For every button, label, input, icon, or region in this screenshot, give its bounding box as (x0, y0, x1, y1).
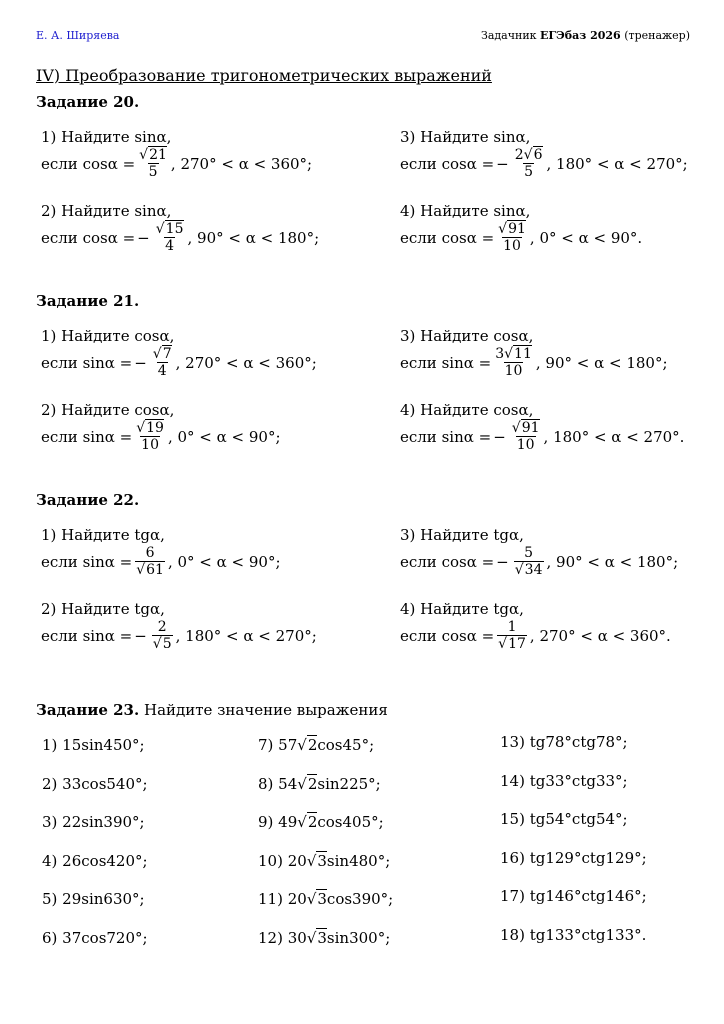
denominator-root (498, 635, 526, 652)
coefficient: 3 (495, 346, 505, 362)
coefficient: 54 (278, 774, 298, 793)
denominator (497, 635, 527, 651)
item-number: 2) (42, 774, 63, 793)
numerator (514, 148, 544, 163)
expression-item (42, 852, 148, 870)
condition-lead: если cosα = (400, 552, 495, 571)
radicand: 2 (307, 813, 318, 831)
fraction (514, 148, 544, 179)
item-number: 8) (258, 774, 279, 793)
numerator (523, 546, 534, 561)
expression-item (500, 733, 628, 751)
item-number: 13) (500, 733, 530, 751)
minus-sign: − (496, 154, 509, 173)
expression-item (42, 775, 148, 793)
numerator-root (524, 146, 543, 163)
numerator-value: 5 (524, 545, 534, 561)
numerator (494, 347, 533, 362)
item-number: 7) (258, 736, 279, 754)
root (297, 774, 317, 793)
fraction (155, 222, 185, 253)
condition-lead: если cosα = (400, 154, 495, 173)
denominator-value: 5 (524, 164, 534, 180)
radicand: 6 (533, 147, 543, 163)
numerator (155, 222, 185, 237)
denominator (135, 561, 165, 577)
angle-range: , 270° < α < 360°; (170, 154, 313, 173)
expression-item (500, 887, 647, 905)
item-number: 10) (258, 851, 288, 870)
radical-sign: √ (523, 147, 533, 163)
radicand: 91 (521, 420, 540, 436)
condition-lead: если sinα = (41, 552, 133, 571)
fraction (135, 546, 165, 577)
task-title: Задание 21. (36, 292, 140, 310)
numerator-value: 1 (507, 619, 517, 635)
radical-sign: √ (297, 736, 307, 754)
fraction (497, 222, 527, 253)
expression-item (500, 772, 628, 790)
expression-item (42, 813, 145, 831)
problem-condition (400, 620, 671, 651)
problem-condition (400, 421, 684, 452)
fraction (135, 421, 165, 452)
numerator-root (504, 345, 532, 362)
numerator (152, 347, 173, 362)
denominator (164, 237, 175, 253)
problem-question: 4) Найдите cosα, (400, 401, 534, 419)
expression-tail: cos390°; (326, 890, 394, 908)
problem-question: 1) Найдите cosα, (41, 327, 175, 345)
numerator (511, 421, 541, 436)
numerator-root (498, 220, 526, 237)
radicand: 7 (162, 346, 172, 362)
expression-item (500, 926, 646, 944)
condition-lead: если sinα = (400, 427, 492, 446)
problem-question: 3) Найдите tgα, (400, 526, 524, 544)
problem-condition (41, 546, 281, 577)
expression-item (258, 852, 390, 870)
item-number: 3) (42, 813, 63, 831)
expression: 15sin450°; (62, 736, 145, 754)
numerator-root (512, 419, 540, 436)
denominator-value: 10 (504, 363, 523, 379)
problem-question: 3) Найдите cosα, (400, 327, 534, 345)
denominator-root (153, 635, 172, 652)
expression: tg129°ctg129°; (529, 848, 647, 867)
condition-lead: если cosα = (400, 228, 495, 247)
radical-sign: √ (511, 420, 521, 436)
book-suffix: (тренажер) (620, 29, 690, 42)
root (307, 928, 327, 947)
expression-item (500, 849, 647, 867)
task-title: Задание 22. (36, 491, 140, 509)
expression-item (500, 810, 628, 828)
numerator (507, 620, 518, 635)
expression: 22sin390°; (62, 813, 145, 831)
condition-lead: если sinα = (400, 353, 492, 372)
radical-sign: √ (297, 774, 307, 793)
radical-sign: √ (136, 420, 146, 436)
expression-item (42, 890, 145, 908)
problem-condition (400, 148, 688, 179)
task-23-title: Задание 23. (36, 701, 140, 719)
expression: 33cos540°; (62, 774, 148, 793)
radicand: 3 (317, 890, 327, 908)
problem-question: 2) Найдите sinα, (41, 202, 172, 220)
item-number: 11) (258, 890, 288, 908)
expression-tail: cos45°; (317, 736, 375, 754)
minus-sign: − (134, 626, 147, 645)
problem-condition (41, 421, 281, 452)
task-title: Задание 20. (36, 93, 140, 111)
radical-sign: √ (136, 562, 146, 578)
expression-tail: sin480°; (326, 851, 391, 870)
problem-condition (400, 546, 678, 577)
item-number: 14) (500, 771, 530, 790)
radical-sign: √ (306, 890, 317, 908)
denominator (504, 362, 524, 378)
expression-tail: sin225°; (317, 774, 381, 793)
problem-condition (41, 222, 319, 253)
header-author: Е. А. Ширяева (36, 29, 120, 42)
numerator-root (136, 419, 164, 436)
denominator-value: 10 (503, 238, 521, 254)
item-number: 18) (500, 925, 530, 944)
denominator (514, 561, 544, 577)
expression-tail: sin300°; (326, 928, 391, 947)
task-23-heading (36, 701, 388, 719)
angle-range: , 270° < α < 360°. (529, 626, 671, 645)
numerator-root (153, 345, 172, 362)
problem-question: 2) Найдите cosα, (41, 401, 175, 419)
radical-sign: √ (155, 221, 165, 237)
section-title: IV) Преобразование тригонометрических выражений (36, 66, 492, 85)
item-number: 15) (500, 810, 530, 828)
denominator-value: 4 (157, 363, 167, 379)
item-number: 17) (500, 887, 530, 905)
book-exam-name: ЕГЭбаз 2026 (540, 29, 621, 42)
book-prefix: Задачник (480, 29, 541, 42)
expression-item (258, 775, 381, 793)
radical-sign: √ (297, 813, 307, 831)
angle-range: , 0° < α < 90°. (529, 228, 643, 247)
denominator (157, 362, 168, 378)
denominator-root (515, 561, 543, 578)
expression-item (258, 736, 374, 754)
expression: 26cos420°; (62, 851, 148, 870)
expression: 29sin630°; (62, 890, 145, 908)
radicand: 17 (508, 636, 526, 652)
root (297, 735, 317, 754)
numerator (138, 148, 168, 163)
radicand: 3 (317, 851, 327, 870)
expression: tg54°ctg54°; (529, 810, 628, 828)
item-number: 9) (258, 813, 279, 831)
expression-item (258, 890, 393, 908)
radical-sign: √ (139, 147, 149, 163)
numerator (135, 421, 165, 436)
expression: tg133°ctg133°. (529, 925, 647, 944)
numerator (497, 222, 527, 237)
minus-sign: − (496, 552, 509, 571)
radicand: 34 (524, 562, 543, 578)
angle-range: , 0° < α < 90°; (167, 427, 281, 446)
problem-condition (41, 620, 317, 651)
angle-range: , 90° < α < 180°; (187, 228, 320, 247)
item-number: 4) (42, 851, 63, 870)
denominator (523, 163, 534, 179)
fraction (511, 421, 541, 452)
radical-sign: √ (306, 851, 317, 870)
fraction (494, 347, 533, 378)
radical-sign: √ (152, 636, 162, 652)
coefficient: 20 (287, 851, 307, 870)
problem-question: 2) Найдите tgα, (41, 600, 165, 618)
problem-question: 4) Найдите tgα, (400, 600, 524, 618)
fraction (152, 620, 173, 651)
angle-range: , 180° < α < 270°; (546, 154, 688, 173)
expression: tg78°ctg78°; (529, 733, 628, 751)
minus-sign: − (137, 228, 150, 247)
numerator-value: 6 (145, 545, 155, 561)
expression: tg146°ctg146°; (529, 887, 647, 905)
problem-question: 3) Найдите sinα, (400, 128, 531, 146)
item-number: 5) (42, 890, 63, 908)
item-number: 1) (42, 736, 63, 754)
radicand: 15 (165, 221, 184, 237)
fraction (514, 546, 544, 577)
condition-lead: если cosα = (400, 626, 495, 645)
coefficient: 57 (278, 736, 298, 754)
fraction (138, 148, 168, 179)
expression-item (42, 736, 145, 754)
denominator-value: 10 (516, 437, 535, 453)
radical-sign: √ (498, 221, 508, 237)
numerator (157, 620, 168, 635)
condition-lead: если sinα = (41, 626, 133, 645)
radicand: 91 (508, 221, 526, 237)
problem-question: 1) Найдите sinα, (41, 128, 172, 146)
condition-lead: если cosα = (41, 154, 136, 173)
denominator-value: 4 (165, 238, 175, 254)
item-number: 12) (258, 928, 288, 947)
expression: tg33°ctg33°; (529, 771, 628, 790)
radical-sign: √ (514, 562, 524, 578)
radical-sign: √ (152, 346, 162, 362)
radicand: 3 (317, 928, 327, 947)
numerator-value: 2 (157, 619, 167, 635)
coefficient: 20 (287, 890, 307, 908)
problem-condition (41, 347, 317, 378)
denominator-value: 10 (141, 437, 159, 453)
angle-range: , 90° < α < 180°; (535, 353, 668, 372)
expression-item (258, 813, 384, 831)
radicand: 2 (307, 774, 318, 793)
angle-range: , 90° < α < 180°; (546, 552, 679, 571)
expression-item (258, 929, 390, 947)
radicand: 5 (162, 636, 172, 652)
numerator-root (139, 146, 167, 163)
denominator-root (136, 561, 164, 578)
radical-sign: √ (498, 636, 508, 652)
denominator (148, 163, 159, 179)
coefficient: 49 (278, 813, 298, 831)
denominator (516, 436, 536, 452)
denominator-value: 5 (148, 164, 158, 180)
radicand: 21 (149, 147, 167, 163)
numerator-root (156, 220, 184, 237)
coefficient: 2 (514, 147, 524, 163)
item-number: 6) (42, 928, 63, 947)
radicand: 61 (146, 562, 164, 578)
task-23-text: Найдите значение выражения (139, 701, 388, 719)
minus-sign: − (134, 353, 147, 372)
denominator (152, 635, 173, 651)
problem-question: 4) Найдите sinα, (400, 202, 531, 220)
expression-item (42, 929, 148, 947)
root (307, 851, 327, 870)
angle-range: , 180° < α < 270°. (543, 427, 685, 446)
problem-condition (400, 222, 642, 253)
minus-sign: − (493, 427, 506, 446)
angle-range: , 270° < α < 360°; (175, 353, 317, 372)
radicand: 19 (146, 420, 164, 436)
angle-range: , 0° < α < 90°; (167, 552, 281, 571)
denominator (140, 436, 160, 452)
header-book-title (481, 29, 690, 42)
fraction (152, 347, 173, 378)
angle-range: , 180° < α < 270°; (175, 626, 317, 645)
expression: 37cos720°; (62, 928, 148, 947)
condition-lead: если cosα = (41, 228, 136, 247)
denominator (502, 237, 522, 253)
condition-lead: если sinα = (41, 353, 133, 372)
radicand: 2 (307, 736, 318, 754)
numerator (145, 546, 156, 561)
radical-sign: √ (504, 346, 514, 362)
coefficient: 30 (287, 928, 307, 947)
item-number: 16) (500, 848, 530, 867)
fraction (497, 620, 527, 651)
expression-tail: cos405°; (317, 813, 384, 831)
condition-lead: если sinα = (41, 427, 133, 446)
problem-condition (400, 347, 668, 378)
radicand: 11 (514, 346, 532, 362)
problem-question: 1) Найдите tgα, (41, 526, 165, 544)
root (297, 812, 317, 831)
root (307, 889, 327, 908)
problem-condition (41, 148, 312, 179)
radical-sign: √ (306, 928, 317, 947)
